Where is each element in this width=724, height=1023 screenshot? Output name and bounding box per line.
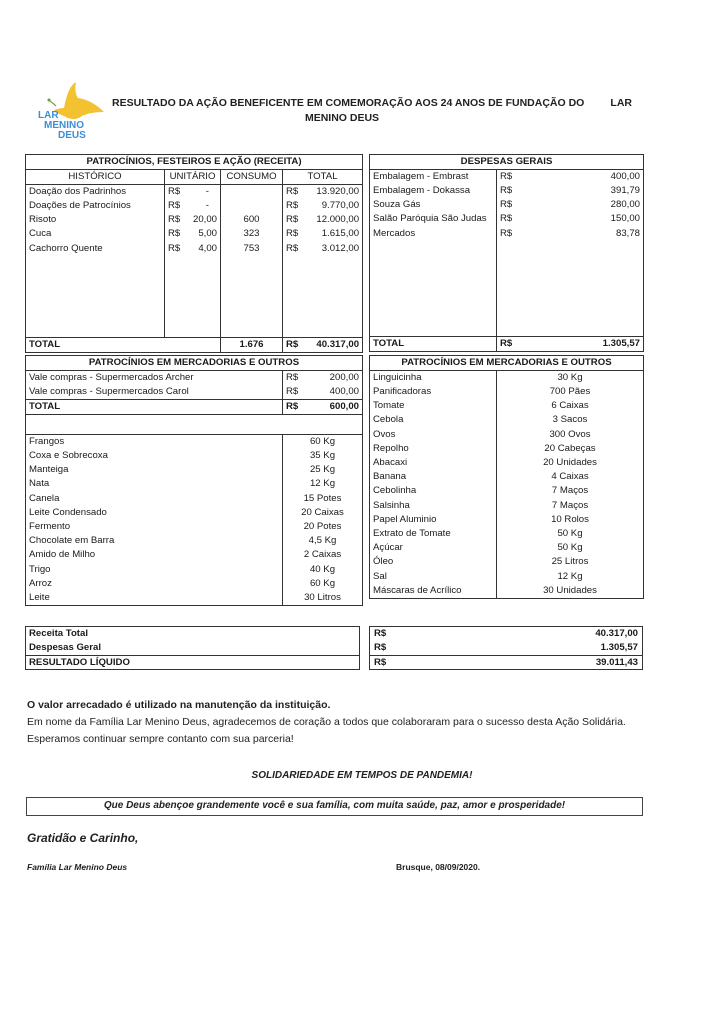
item-quantity: 20 Unidades [497,456,644,470]
item-name: Banana [370,470,497,484]
receita-table [25,154,363,353]
currency: R$ [500,227,513,239]
item-quantity: 35 Kg [283,449,363,463]
despesa-value: 83,78 [616,227,641,239]
item-name: Repolho [370,442,497,456]
despesa-item: Souza Gás [370,198,497,212]
table-row [26,242,363,256]
col-unitario: UNITÁRIO [165,170,221,185]
item-quantity: 2 Caixas [283,548,363,562]
item-name: Açúcar [370,541,497,555]
vales-total-row [26,400,363,415]
unit-value: - [205,186,209,197]
mercadorias-left-title: PATROCÍNIOS EM MERCADORIAS E OUTROS [26,356,363,371]
table-row [26,520,363,534]
value-cell [497,170,644,185]
item-quantity: 60 Kg [283,577,363,591]
item-quantity: 700 Pães [497,385,644,399]
currency: R$ [168,200,181,212]
summary-label-despesas: Despesas Geral [29,642,101,653]
despesa-item: Embalagem - Dokassa [370,184,497,198]
item-name: Arroz [26,577,283,591]
svg-text:MENINO: MENINO [44,120,84,131]
item-quantity: 25 Litros [497,555,644,569]
summary-labels [25,626,360,670]
total-value: 3.012,00 [321,242,360,254]
table-row [26,534,363,548]
item-quantity: 25 Kg [283,463,363,477]
closing: Gratidão e Carinho, [27,831,139,845]
col-historico: HISTÓRICO [26,170,165,185]
table-row [26,563,363,577]
slogan: SOLIDARIEDADE EM TEMPOS DE PANDEMIA! [251,770,473,781]
signature: Família Lar Menino Deus [27,862,128,872]
despesas-total-row [370,337,644,352]
currency: R$ [500,213,513,225]
currency: R$ [168,242,181,254]
currency: R$ [374,657,387,668]
blessing-box: Que Deus abençoe grandemente você e sua família, com muita saúde, paz, amor e prosperidade! [26,797,643,816]
message-line-3: Esperamos continuar sempre contanto com sua parceria! [27,733,294,745]
col-total: TOTAL [283,170,363,185]
item-name: Frangos [26,435,283,450]
item-name: Leite [26,591,283,606]
summary-value-receita: 40.317,00 [595,628,638,639]
unit-value: 20,00 [192,214,217,226]
table-row [370,456,644,470]
message-bold-line: O valor arrecadado é utilizado na manutenção da instituição. [27,699,331,711]
item-name: Fermento [26,520,283,534]
table-row [370,198,644,212]
item-name: Papel Aluminio [370,513,497,527]
item-quantity: 7 Maços [497,484,644,498]
item-name: Leite Condensado [26,506,283,520]
item-name: Abacaxi [370,456,497,470]
summary-values [369,626,643,670]
table-row [26,449,363,463]
value-cell [497,184,644,198]
value-cell [283,185,363,200]
table-row [370,428,644,442]
total-value: 13.920,00 [316,186,360,197]
vale-value: 200,00 [329,372,359,383]
table-row [26,477,363,491]
item-quantity: 10 Rolos [497,513,644,527]
currency: R$ [500,171,513,182]
message-line-2: Em nome da Família Lar Menino Deus, agradecemos de coração a todos que colaboraram para o sucesso desta Ação Solidária. [27,716,626,728]
table-row [26,199,363,213]
item-name: Salsinha [370,499,497,513]
lar-menino-deus-logo [34,78,106,148]
currency: R$ [286,372,299,383]
table-row [370,513,644,527]
item-name: Canela [26,492,283,506]
table-row [26,548,363,562]
consumo-cell: 600 [221,213,283,227]
value-cell [165,227,221,241]
svg-text:DEUS: DEUS [58,130,86,141]
item-quantity: 4 Caixas [497,470,644,484]
item-quantity: 20 Potes [283,520,363,534]
mercadorias-right-table [369,355,644,599]
value-cell [283,371,363,386]
item-name: Cebolinha [370,484,497,498]
despesa-value: 391,79 [610,185,641,197]
currency: R$ [168,214,181,226]
item-quantity: 7 Maços [497,499,644,513]
value-cell [283,385,363,400]
currency: R$ [500,185,513,197]
value-cell [165,185,221,200]
total-consumo: 1.676 [221,338,283,353]
value-cell [283,227,363,241]
value-cell [165,213,221,227]
item-quantity: 6 Caixas [497,399,644,413]
table-row [370,470,644,484]
currency: R$ [374,628,387,639]
despesas-title: DESPESAS GERAIS [370,155,644,170]
item-name: Óleo [370,555,497,569]
summary-label-receita: Receita Total [29,628,89,639]
value-cell [165,199,221,213]
item-quantity: 20 Caixas [283,506,363,520]
unit-value: 4,00 [198,242,217,254]
currency: R$ [286,242,299,254]
table-row [26,213,363,227]
historico-cell: Risoto [26,213,165,227]
table-row [370,227,644,241]
despesa-value: 400,00 [610,171,641,182]
total-label: TOTAL [370,337,497,352]
table-row [370,541,644,555]
mercadorias-right-title: PATROCÍNIOS EM MERCADORIAS E OUTROS [370,356,644,371]
item-quantity: 50 Kg [497,541,644,555]
item-quantity: 3 Sacos [497,413,644,427]
item-quantity: 12 Kg [283,477,363,491]
total-label: TOTAL [26,338,221,353]
table-row [26,506,363,520]
item-name: Panificadoras [370,385,497,399]
total-label: TOTAL [26,400,283,415]
table-row [26,492,363,506]
item-quantity: 60 Kg [283,435,363,450]
unit-value: - [205,200,209,212]
item-name: Sal [370,569,497,583]
item-name: Máscaras de Acrílico [370,584,497,599]
currency: R$ [286,386,299,397]
item-name: Chocolate em Barra [26,534,283,548]
item-name: Linguicinha [370,371,497,386]
table-row [370,442,644,456]
despesa-value: 280,00 [610,199,641,211]
table-row [370,170,644,185]
summary-value-resultado: 39.011,43 [595,657,638,668]
despesa-value: 150,00 [610,213,641,225]
value-cell [283,242,363,256]
historico-cell: Cachorro Quente [26,242,165,256]
total-value: 1.305,57 [602,338,641,350]
despesa-item: Mercados [370,227,497,241]
vale-value: 400,00 [329,386,359,397]
total-value: 600,00 [329,401,359,412]
table-row [370,499,644,513]
item-name: Tomate [370,399,497,413]
currency: R$ [168,228,181,240]
table-row [26,227,363,241]
item-name: Ovos [370,428,497,442]
mercadorias-left-table [25,355,363,606]
table-row [370,484,644,498]
currency: R$ [286,339,299,351]
consumo-cell: 753 [221,242,283,256]
despesa-item: Embalagem - Embrast [370,170,497,185]
item-name: Cebola [370,413,497,427]
unit-value: 5,00 [198,228,217,240]
table-row [370,584,644,599]
item-name: Nata [26,477,283,491]
svg-text:LAR: LAR [38,110,59,121]
item-quantity: 300 Ovos [497,428,644,442]
table-row [26,185,363,200]
value-cell [283,213,363,227]
item-quantity: 12 Kg [497,569,644,583]
table-row [370,371,644,386]
consumo-cell [221,199,283,213]
table-row [370,184,644,198]
item-quantity: 40 Kg [283,563,363,577]
table-row [26,385,363,400]
vale-item: Vale compras - Supermercados Carol [26,385,283,400]
table-row [370,399,644,413]
historico-cell: Cuca [26,227,165,241]
consumo-cell: 323 [221,227,283,241]
value-cell [497,227,644,241]
currency: R$ [500,199,513,211]
item-name: Manteiga [26,463,283,477]
item-name: Extrato de Tomate [370,527,497,541]
table-row [370,413,644,427]
title-line-1: RESULTADO DA AÇÃO BENEFICENTE EM COMEMORAÇÃO AOS 24 ANOS DE FUNDAÇÃO DO [112,97,585,109]
currency: R$ [286,200,299,212]
value-cell [165,242,221,256]
item-name: Amido de Milho [26,548,283,562]
title-line-1-end: LAR [610,97,632,109]
historico-cell: Doação dos Padrinhos [26,185,165,200]
item-quantity: 30 Unidades [497,584,644,599]
currency: R$ [286,186,299,197]
vale-item: Vale compras - Supermercados Archer [26,371,283,386]
col-consumo: CONSUMO [221,170,283,185]
item-name: Coxa e Sobrecoxa [26,449,283,463]
table-row [370,569,644,583]
title-line-2: MENINO DEUS [304,112,380,124]
thank-you-message [27,697,647,748]
receita-total-row [26,338,363,353]
currency: R$ [374,642,387,653]
summary-label-resultado: RESULTADO LÍQUIDO [26,655,359,669]
item-quantity: 15 Potes [283,492,363,506]
total-value: 1.615,00 [321,228,360,240]
item-quantity: 50 Kg [497,527,644,541]
item-name: Trigo [26,563,283,577]
table-row [370,212,644,226]
total-value: 9.770,00 [321,200,360,212]
table-row [26,591,363,606]
dove-logo-icon [34,78,106,148]
item-quantity: 20 Cabeças [497,442,644,456]
summary-value-despesas: 1.305,57 [600,642,638,653]
value-cell [497,212,644,226]
table-row [370,385,644,399]
despesas-table [369,154,644,352]
currency: R$ [286,228,299,240]
total-value: 40.317,00 [316,339,360,351]
page-title [112,96,632,126]
value-cell [283,199,363,213]
total-value: 12.000,00 [316,214,360,226]
currency: R$ [500,338,513,350]
table-row [370,527,644,541]
item-quantity: 4,5 Kg [283,534,363,548]
place-date: Brusque, 08/09/2020. [396,862,481,872]
currency: R$ [286,401,299,412]
receita-title: PATROCÍNIOS, FESTEIROS E AÇÃO (RECEITA) [26,155,363,170]
item-quantity: 30 Litros [283,591,363,606]
item-quantity: 30 Kg [497,371,644,386]
currency: R$ [168,186,181,197]
table-row [370,555,644,569]
table-row [26,371,363,386]
consumo-cell [221,185,283,200]
currency: R$ [286,214,299,226]
despesa-item: Salão Paróquia São Judas [370,212,497,226]
table-row [26,577,363,591]
value-cell [497,198,644,212]
table-row [26,435,363,450]
historico-cell: Doações de Patrocínios [26,199,165,213]
table-row [26,463,363,477]
